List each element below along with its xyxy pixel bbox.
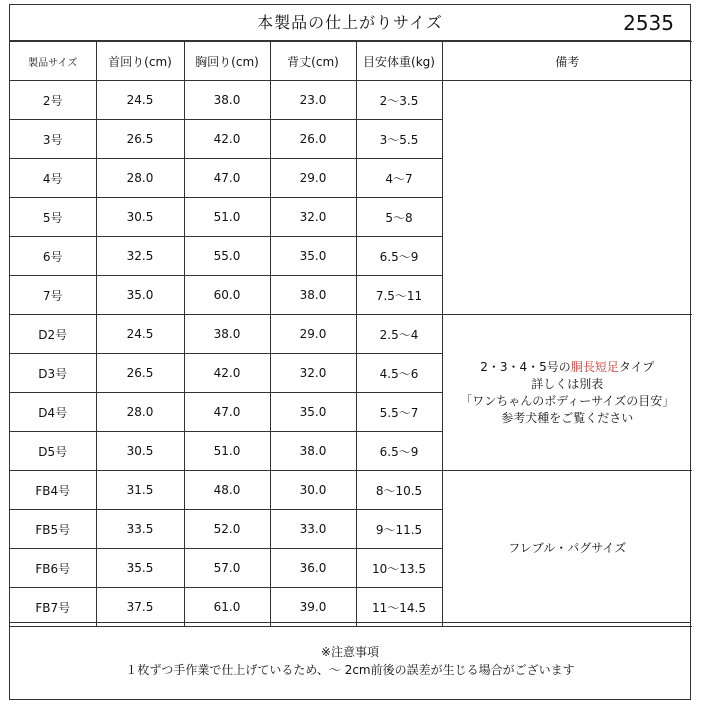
cell-neck: 26.5: [96, 354, 184, 393]
cell-back: 26.0: [270, 120, 356, 159]
table-row: [10, 81, 692, 120]
cell-neck: 33.5: [96, 510, 184, 549]
table-row: [10, 471, 692, 510]
header-product-size: 製品サイズ: [10, 42, 96, 81]
cell-chest: 57.0: [184, 549, 270, 588]
cell-size: 7号: [10, 276, 96, 315]
cell-size: D4号: [10, 393, 96, 432]
cell-neck: 28.0: [96, 393, 184, 432]
cell-weight: 9～11.5: [356, 510, 442, 549]
dachs-note-line4: 参考犬種をご覧ください: [501, 410, 634, 425]
cell-neck: 30.5: [96, 198, 184, 237]
cell-weight: 6.5～9: [356, 432, 442, 471]
remarks-cell-dachs: [442, 315, 692, 471]
cell-chest: 55.0: [184, 237, 270, 276]
cell-size: 2号: [10, 81, 96, 120]
cell-size: 6号: [10, 237, 96, 276]
cell-size: D3号: [10, 354, 96, 393]
cell-back: 29.0: [270, 159, 356, 198]
cell-size: FB4号: [10, 471, 96, 510]
header-weight: 目安体重(kg): [356, 42, 442, 81]
dachs-highlight: 胴長短足: [570, 359, 619, 374]
cell-back: 32.0: [270, 198, 356, 237]
cell-chest: 47.0: [184, 393, 270, 432]
cell-chest: 48.0: [184, 471, 270, 510]
cell-weight: 3～5.5: [356, 120, 442, 159]
cell-size: FB5号: [10, 510, 96, 549]
cell-neck: 35.5: [96, 549, 184, 588]
cell-back: 33.0: [270, 510, 356, 549]
table-header-row: [10, 42, 692, 81]
cell-chest: 52.0: [184, 510, 270, 549]
cell-size: D2号: [10, 315, 96, 354]
cell-back: 29.0: [270, 315, 356, 354]
cell-size: FB6号: [10, 549, 96, 588]
cell-neck: 26.5: [96, 120, 184, 159]
cell-back: 35.0: [270, 393, 356, 432]
caution-footer: [10, 622, 690, 699]
remarks-cell-frenchbull: フレブル・パグサイズ: [442, 471, 692, 627]
dachs-note-line2: 詳しくは別表: [531, 376, 604, 391]
cell-size: 5号: [10, 198, 96, 237]
cell-weight: 11～14.5: [356, 588, 442, 627]
cell-weight: 4.5～6: [356, 354, 442, 393]
cell-back: 32.0: [270, 354, 356, 393]
cell-chest: 38.0: [184, 315, 270, 354]
cell-neck: 24.5: [96, 315, 184, 354]
dachs-note-line1: 2・3・4・5号の胴長短足タイプ: [480, 359, 655, 374]
cell-size: 3号: [10, 120, 96, 159]
cell-chest: 42.0: [184, 354, 270, 393]
header-back-length: 背丈(cm): [270, 42, 356, 81]
cell-chest: 38.0: [184, 81, 270, 120]
cell-neck: 37.5: [96, 588, 184, 627]
cell-back: 38.0: [270, 432, 356, 471]
cell-chest: 60.0: [184, 276, 270, 315]
header-neck: 首回り(cm): [96, 42, 184, 81]
cell-size: 4号: [10, 159, 96, 198]
table-row: [10, 315, 692, 354]
cell-chest: 51.0: [184, 198, 270, 237]
cell-neck: 32.5: [96, 237, 184, 276]
cell-weight: 7.5～11: [356, 276, 442, 315]
product-code: 2535: [623, 11, 674, 35]
remarks-cell-standard: [442, 81, 692, 315]
size-chart-sheet: [9, 4, 691, 700]
cell-back: 39.0: [270, 588, 356, 627]
cell-back: 23.0: [270, 81, 356, 120]
cell-weight: 6.5～9: [356, 237, 442, 276]
cell-chest: 61.0: [184, 588, 270, 627]
cell-neck: 35.0: [96, 276, 184, 315]
caution-text: １枚ずつ手作業で仕上げているため、～ 2cm前後の誤差が生じる場合がございます: [125, 663, 575, 677]
size-table: [10, 41, 692, 627]
cell-weight: 4～7: [356, 159, 442, 198]
cell-weight: 2～3.5: [356, 81, 442, 120]
chart-header: [10, 5, 690, 41]
cell-back: 38.0: [270, 276, 356, 315]
cell-chest: 47.0: [184, 159, 270, 198]
cell-weight: 5.5～7: [356, 393, 442, 432]
cell-chest: 51.0: [184, 432, 270, 471]
dachs-note-line3: 「ワンちゃんのボディーサイズの目安」: [460, 393, 675, 408]
cell-weight: 5～8: [356, 198, 442, 237]
caution-title: ※注意事項: [320, 645, 380, 659]
cell-neck: 28.0: [96, 159, 184, 198]
cell-weight: 2.5～4: [356, 315, 442, 354]
cell-chest: 42.0: [184, 120, 270, 159]
header-remarks: 備考: [442, 42, 692, 81]
header-chest: 胸回り(cm): [184, 42, 270, 81]
cell-neck: 30.5: [96, 432, 184, 471]
cell-weight: 10～13.5: [356, 549, 442, 588]
cell-neck: 24.5: [96, 81, 184, 120]
cell-back: 35.0: [270, 237, 356, 276]
cell-neck: 31.5: [96, 471, 184, 510]
cell-back: 30.0: [270, 471, 356, 510]
cell-size: FB7号: [10, 588, 96, 627]
page-title: 本製品の仕上がりサイズ: [257, 13, 443, 32]
cell-size: D5号: [10, 432, 96, 471]
cell-weight: 8～10.5: [356, 471, 442, 510]
cell-back: 36.0: [270, 549, 356, 588]
